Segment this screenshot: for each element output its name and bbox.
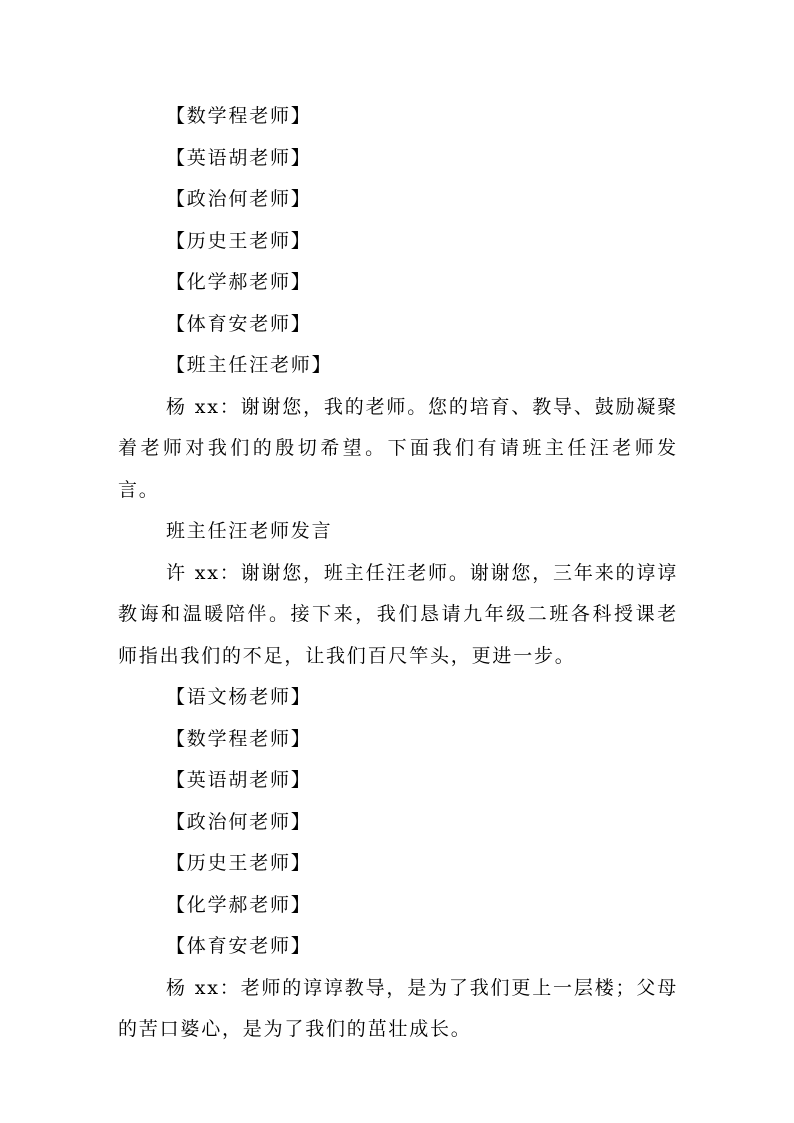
teacher-item: 【化学郝老师】 xyxy=(166,271,312,293)
teacher-item: 【班主任汪老师】 xyxy=(166,354,333,376)
teacher-item: 【语文杨老师】 xyxy=(166,686,312,708)
teacher-item: 【历史王老师】 xyxy=(166,229,312,252)
speech-paragraph: 杨 xx：老师的谆谆教导，是为了我们更上一层楼；父母的苦口婆心，是为了我们的茁壮成长。 xyxy=(118,976,678,1040)
teacher-item: 【政治何老师】 xyxy=(166,188,312,210)
teacher-item: 【政治何老师】 xyxy=(166,810,312,833)
teacher-item: 【体育安老师】 xyxy=(166,312,312,335)
teacher-item: 【化学郝老师】 xyxy=(166,893,312,916)
teacher-item: 【英语胡老师】 xyxy=(166,769,312,791)
speech-paragraph: 许 xx：谢谢您，班主任汪老师。谢谢您，三年来的谆谆教诲和温暖陪伴。接下来，我们恳请九年级二班各科授课老师指出我们的不足，让我们百尺竿头，更进一步。 xyxy=(118,561,678,667)
teacher-item: 【数学程老师】 xyxy=(166,105,312,127)
teacher-item: 【英语胡老师】 xyxy=(166,146,312,169)
document-page xyxy=(118,96,678,1051)
speech-heading: 班主任汪老师发言 xyxy=(166,520,333,542)
teacher-item: 【数学程老师】 xyxy=(166,727,312,750)
speech-paragraph: 杨 xx：谢谢您，我的老师。您的培育、教导、鼓励凝聚着老师对我们的殷切希望。下面我们有请班主任汪老师发言。 xyxy=(118,395,678,501)
teacher-item: 【体育安老师】 xyxy=(166,935,312,957)
teacher-item: 【历史王老师】 xyxy=(166,852,312,874)
